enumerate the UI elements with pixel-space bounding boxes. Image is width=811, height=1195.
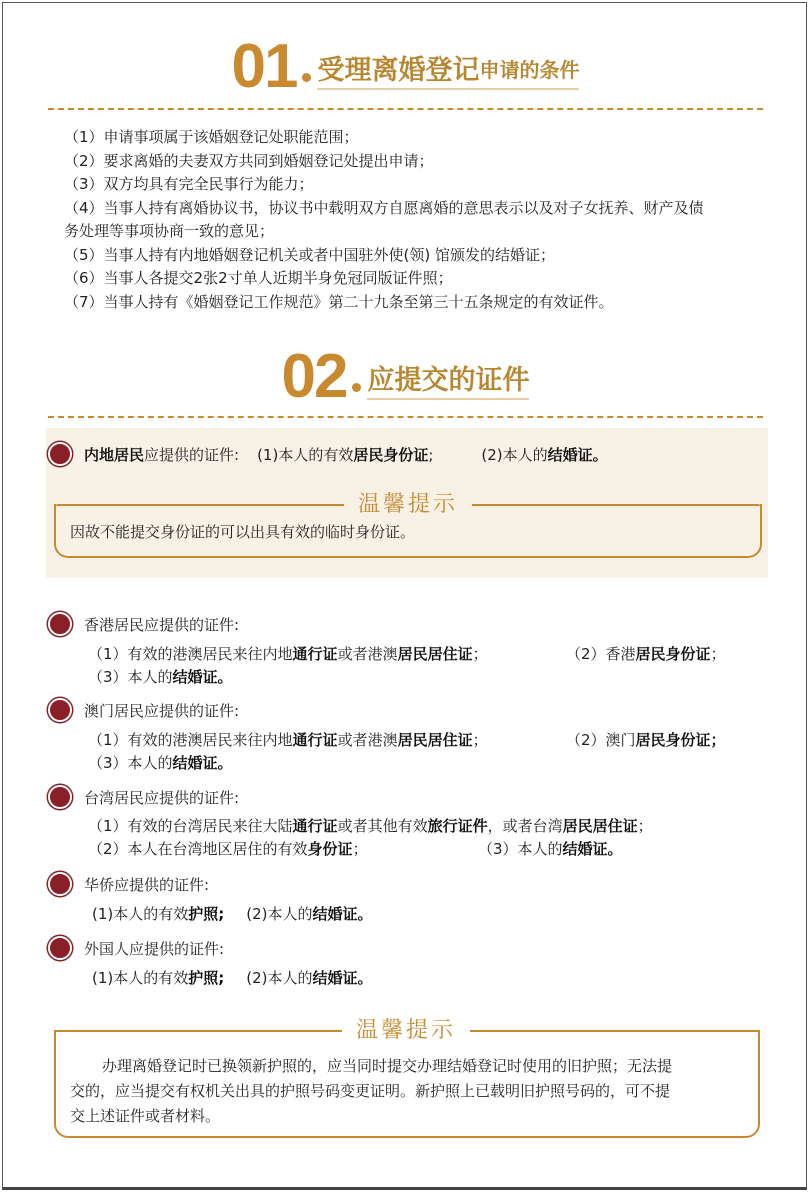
bullet-icon [48, 698, 72, 722]
text-bold: 通行证 [292, 817, 338, 835]
text: （2）澳门 [566, 731, 636, 749]
text: （3）本人的 [478, 840, 563, 858]
section1-header [0, 32, 811, 101]
text-bold: 结婚证。 [172, 668, 233, 686]
text: （1）有效的台湾居民来往大陆 [88, 817, 293, 835]
text: ; [428, 445, 434, 464]
text: ，或者台湾 [487, 817, 563, 835]
taiwan-label: 台湾居民应提供的证件: [84, 788, 240, 807]
text: 或者港澳 [337, 731, 398, 749]
overseas-chinese-label: 华侨应提供的证件: [84, 875, 210, 894]
text-bold: 居民身份证 [353, 445, 429, 464]
text-bold: 护照; [188, 905, 225, 923]
taiwan-item-3 [478, 838, 623, 859]
overseas-chinese-items [92, 903, 373, 924]
tip2-label: 温馨提示 [342, 1013, 470, 1044]
condition-item: （1）申请事项属于该婚姻登记处职能范围； [64, 128, 359, 146]
text: （2）本人在台湾地区居住的有效 [88, 840, 308, 858]
macau-row [48, 698, 239, 722]
taiwan-row [48, 785, 239, 809]
conditions-list [64, 126, 784, 314]
section1-number: 01 [231, 32, 297, 101]
text: (2)本人的 [481, 445, 548, 464]
condition-item: （2）要求离婚的夫妻双方共同到婚姻登记处提出申请； [64, 151, 434, 170]
text-bold: 通行证 [292, 731, 338, 749]
taiwan-item-2 [88, 838, 368, 859]
text: (1)本人的有效 [257, 445, 354, 464]
bullet-icon [48, 442, 72, 466]
text: （1）有效的港澳居民来往内地 [88, 645, 293, 663]
condition-item: （7）当事人持有《婚姻登记工作规范》第二十九条至第三十五条规定的有效证件。 [64, 292, 614, 311]
text-bold: 结婚证。 [547, 445, 608, 464]
overseas-chinese-row [48, 872, 209, 896]
foreigner-label: 外国人应提供的证件: [84, 939, 225, 958]
hongkong-label: 香港居民应提供的证件: [84, 615, 240, 634]
bullet-icon [48, 612, 72, 636]
taiwan-item-1 [88, 815, 653, 836]
text: ； [637, 817, 653, 835]
text-bold: 结婚证。 [562, 840, 623, 858]
tip2-line-3: 交上述证件或者材料。 [70, 1107, 221, 1125]
text: （3）本人的 [88, 754, 173, 772]
mainland-label-rest: 应提供的证件: [144, 445, 240, 464]
tip2-box [54, 1018, 760, 1138]
text-bold: 护照; [188, 969, 225, 987]
title-dot-icon [352, 383, 361, 392]
hongkong-item-2 [566, 643, 726, 664]
section1-title-sub: 申请的条件 [479, 54, 579, 90]
text-bold: 结婚证。 [312, 969, 373, 987]
condition-item: （6）当事人各提交2张2寸单人近期半身免冠同版证件照； [64, 269, 453, 287]
mainland-label [84, 444, 239, 465]
bullet-icon [48, 785, 72, 809]
hongkong-item-1 [88, 643, 488, 664]
condition-item: （5）当事人持有内地婚姻登记机关或者中国驻外使(领) 馆颁发的结婚证； [64, 245, 556, 264]
mainland-item2 [481, 444, 607, 465]
section2-header [0, 342, 811, 411]
divider [48, 108, 763, 110]
bullet-icon [48, 936, 72, 960]
text-bold: 居民身份证 [635, 645, 711, 663]
text: (2)本人的 [246, 905, 313, 923]
mainland-item1 [257, 444, 433, 465]
text: (2)本人的 [246, 969, 313, 987]
text: (1)本人的有效 [92, 905, 189, 923]
text: ； [472, 645, 488, 663]
tip2-line-1: 办理离婚登记时已换领新护照的，应当同时提交办理结婚登记时使用的旧护照；无法提 [102, 1057, 673, 1075]
text: （2）香港 [566, 645, 636, 663]
text-bold: 居民居住证 [562, 817, 638, 835]
text-bold: 结婚证。 [312, 905, 373, 923]
text-bold: 居民居住证 [397, 731, 473, 749]
condition-item: 务处理等事项协商一致的意见； [64, 222, 275, 240]
macau-item-3 [88, 752, 233, 773]
text-bold: 结婚证。 [172, 754, 233, 772]
tip1-text: 因故不能提交身份证的可以出具有效的临时身份证。 [70, 523, 416, 541]
text: ； [710, 645, 726, 663]
tip1-label: 温馨提示 [344, 487, 472, 518]
hongkong-row [48, 612, 239, 636]
text: ； [352, 840, 368, 858]
macau-item-1 [88, 729, 488, 750]
text: （3）本人的 [88, 668, 173, 686]
tip1-box [54, 492, 762, 558]
text-bold: 通行证 [292, 645, 338, 663]
text: 或者港澳 [337, 645, 398, 663]
tip2-line-2: 交的，应当提交有权机关出具的护照号码变更证明。新护照上已载明旧护照号码的，可不提 [70, 1082, 671, 1100]
bullet-icon [48, 872, 72, 896]
section1-title-main: 受理离婚登记 [317, 48, 479, 90]
foreigner-items [92, 967, 373, 988]
text-bold: 身份证 [307, 840, 353, 858]
section2-number: 02 [281, 342, 347, 411]
condition-item: （3）双方均具有完全民事行为能力； [64, 175, 314, 193]
mainland-row [48, 442, 608, 466]
text: 或者其他有效 [337, 817, 428, 835]
condition-item: （4）当事人持有离婚协议书，协议书中载明双方自愿离婚的意思表示以及对子女抚养、财产及债 [64, 198, 704, 217]
text-bold: 居民身份证； [635, 731, 726, 749]
macau-item-2 [566, 729, 726, 750]
macau-label: 澳门居民应提供的证件: [84, 701, 240, 720]
text-bold: 旅行证件 [427, 817, 488, 835]
text: (1)本人的有效 [92, 969, 189, 987]
text: （1）有效的港澳居民来往内地 [88, 731, 293, 749]
section2-title: 应提交的证件 [367, 358, 529, 400]
mainland-panel [46, 428, 768, 578]
text: ； [472, 731, 488, 749]
hongkong-item-3 [88, 666, 233, 687]
mainland-label-bold: 内地居民 [84, 445, 145, 464]
divider [48, 416, 763, 418]
title-dot-icon [302, 73, 311, 82]
foreigner-row [48, 936, 224, 960]
text-bold: 居民居住证 [397, 645, 473, 663]
